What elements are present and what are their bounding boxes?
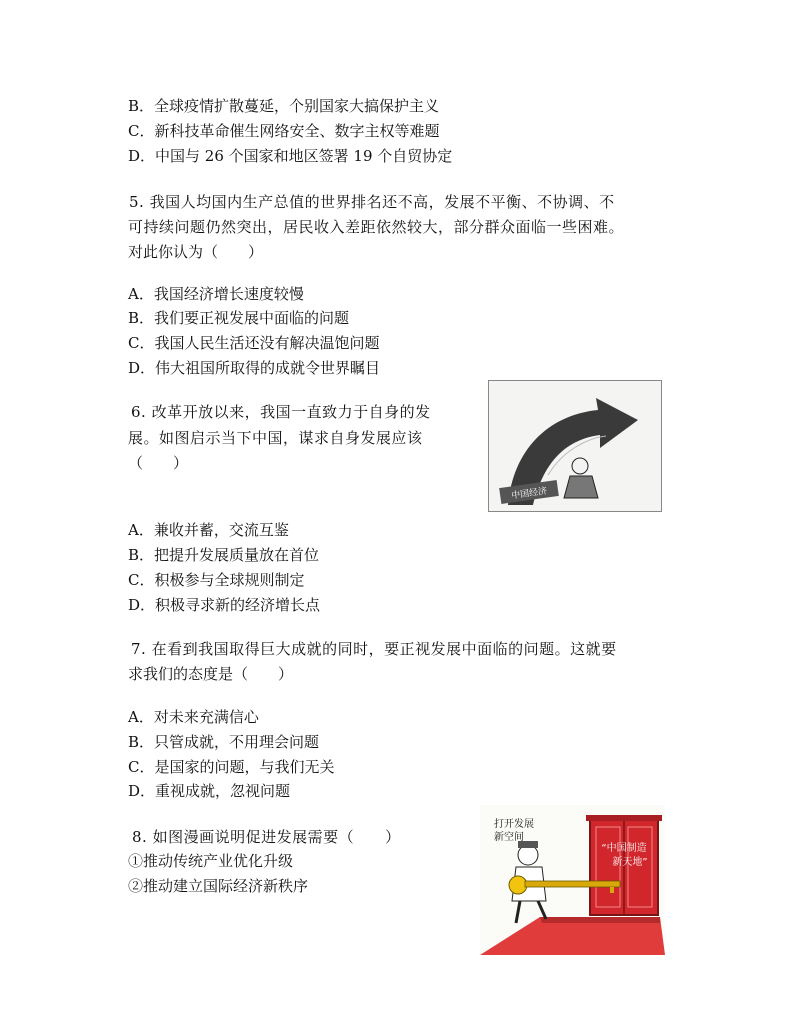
q8-figure	[480, 805, 665, 955]
q6-stem-3: （ ）	[128, 454, 189, 472]
q7-option-a: A．对未来充满信心	[128, 708, 259, 726]
q7-option-d: D．重视成就，忽视问题	[128, 782, 291, 800]
q7-stem-1: 7. 在看到我国取得巨大成就的同时，要正视发展中面临的问题。这就要	[131, 640, 617, 658]
q5-option-a: A．我国经济增长速度较慢	[128, 285, 304, 303]
cartoon-caption-1: 打开发展	[494, 819, 534, 830]
door-label-2: 新天地”	[612, 857, 648, 868]
q8-stem: 8. 如图漫画说明促进发展需要（ ）	[132, 828, 401, 846]
q5-option-b: B．我们要正视发展中面临的问题	[128, 309, 350, 327]
q5-stem-3: 对此你认为（ ）	[128, 243, 264, 261]
q7-stem-2: 求我们的态度是（ ）	[128, 665, 294, 683]
figure-label-economy: 中国经济	[510, 486, 548, 502]
q6-stem-1: 6. 改革开放以来，我国一直致力于自身的发	[131, 403, 431, 421]
q5-stem-1: 5. 我国人均国内生产总值的世界排名还不高，发展不平衡、不协调、不	[129, 193, 615, 211]
cartoon-door-key-illustration	[480, 805, 665, 955]
q6-figure	[488, 380, 662, 512]
q7-option-b: B．只管成就，不用理会问题	[128, 733, 320, 751]
q6-stem-2: 展。如图启示当下中国，谋求自身发展应该	[128, 429, 423, 447]
cartoon-caption-2: 新空间	[494, 832, 524, 843]
q6-option-a: A．兼收并蓄，交流互鉴	[128, 521, 289, 539]
q8-item-2: ②推动建立国际经济新秩序	[128, 877, 309, 895]
q6-option-d: D．积极寻求新的经济增长点	[128, 596, 321, 614]
q8-item-1: ①推动传统产业优化升级	[128, 852, 294, 870]
q7-option-c: C．是国家的问题，与我们无关	[128, 758, 335, 776]
q5-option-d: D．伟大祖国所取得的成就令世界瞩目	[128, 359, 381, 377]
q4-option-b: B．全球疫情扩散蔓延，个别国家大搞保护主义	[128, 97, 440, 115]
q4-option-c: C．新科技革命催生网络安全、数字主权等难题	[128, 122, 440, 140]
q5-stem-2: 可持续问题仍然突出，居民收入差距依然较大，部分群众面临一些困难。	[128, 218, 625, 236]
q4-option-d: D．中国与 26 个国家和地区签署 19 个自贸协定	[128, 147, 453, 165]
q5-option-c: C．我国人民生活还没有解决温饱问题	[128, 334, 380, 352]
economy-arrow-illustration	[488, 380, 662, 512]
q6-option-c: C．积极参与全球规则制定	[128, 571, 305, 589]
door-label-1: “中国制造	[601, 843, 647, 854]
q6-option-b: B．把提升发展质量放在首位	[128, 546, 320, 564]
